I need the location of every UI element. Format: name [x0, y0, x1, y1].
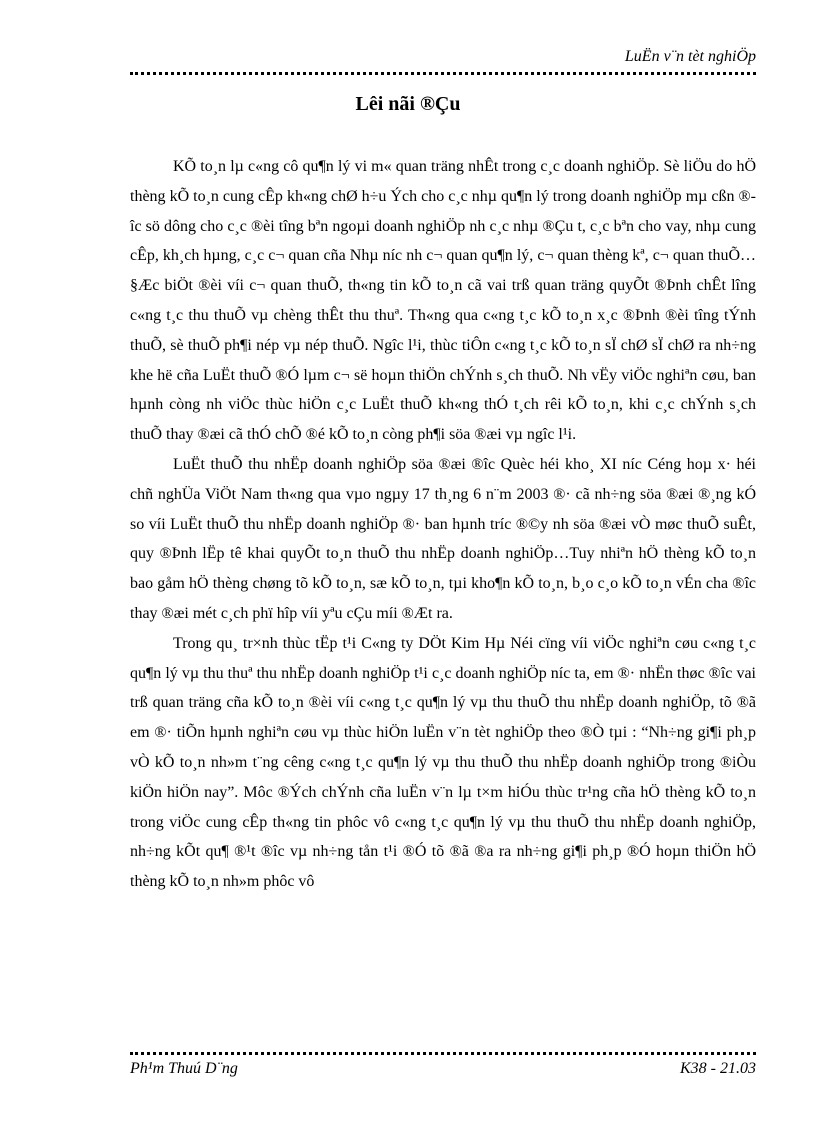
- header-dotted-rule: [130, 72, 756, 75]
- body-text: [130, 152, 756, 897]
- footer-dotted-rule: [130, 1052, 756, 1055]
- paragraph: LuËt thuÕ thu nhËp doanh nghiÖp söa ®æi ®îc Quèc héi kho¸ XI níc Céng hoµ x· héi chñ nghÜa ViÖt Nam th«ng qua vµo ngµy 17 th¸ng 6 n¨m 2003 ®· cã nh÷ng söa ®æi ®¸ng kÓ so víi LuËt thuÕ thu nhËp doanh nghiÖp ®· ban hµnh tríc ®©y nh söa ®æi vÒ møc thuÕ suÊt, quy ®Þnh lËp tê khai quyÕt to¸n thuÕ thu nhËp doanh nghiÖp…Tuy nhiªn hÖ thèng kÕ to¸n bao gåm hÖ thèng chøng tõ kÕ to¸n, sæ kÕ to¸n, tµi kho¶n kÕ to¸n, b¸o c¸o kÕ to¸n vÉn cha ®îc thay ®æi mét c¸ch phï hîp víi yªu cÇu míi ®Æt ra.: [130, 455, 756, 622]
- footer-author: Ph¹m Thuú D¨ng: [130, 1060, 238, 1077]
- running-header: LuËn v¨n tèt nghiÖp: [624, 48, 756, 65]
- paragraph: KÕ to¸n lµ c«ng cô qu¶n lý vi m« quan träng nhÊt trong c¸c doanh nghiÖp. Sè liÖu do hÖ thèng kÕ to¸n cung cÊp kh«ng chØ h÷u Ých cho c¸c nhµ qu¶n lý trong doanh nghiÖp mµ cßn ®îc sö dông cho c¸c ®èi tîng bªn ngoµi doanh nghiÖp nh c¸c nhµ ®Çu t, c¸c bªn cho vay, nhµ cung cÊp, kh¸ch hµng, c¸c c¬ quan cña Nhµ níc nh c¬ quan qu¶n lý, c¬ quan thèng kª, c¬ quan thuÕ…§Æc biÖt ®èi víi c¬ quan thuÕ, th«ng tin kÕ to¸n cã vai trß quan träng quyÕt ®Þnh chÊt lîng c«ng t¸c thu thuÕ vµ chèng thÊt thu thuª. Th«ng qua c«ng t¸c kÕ to¸n x¸c ®Þnh ®èi tîng tÝnh thuÕ, sè thuÕ ph¶i nép vµ nép thuÕ. Ngîc l¹i, thùc tiÔn c«ng t¸c kÕ to¸n sÏ chØ sÏ chØ ra nh÷ng khe hë cña LuËt thuÕ ®Ó lµm c¬ së hoµn thiÖn chÝnh s¸ch thuÕ. Nh vËy viÖc nghiªn cøu, ban hµnh còng nh viÖc thùc hiÖn c¸c LuËt thuÕ kh«ng thÓ t¸ch rêi kÕ to¸n, khi c¸c chÝnh s¸ch thuÕ thay ®æi cã thÓ chÕ ®é kÕ to¸n còng ph¶i söa ®æi vµ ngîc l¹i.: [130, 158, 756, 444]
- footer-class-code: K38 - 21.03: [680, 1060, 756, 1077]
- page-title: Lêi nãi ®Çu: [355, 93, 461, 115]
- paragraph: Trong qu¸ tr×nh thùc tËp t¹i C«ng ty DÖt Kim Hµ Néi cïng víi viÖc nghiªn cøu c«ng t¸c qu¶n lý vµ thu thuª thu nhËp doanh nghiÖp t¹i c¸c doanh nghiÖp níc ta, em ®· nhËn thøc ®îc vai trß quan träng cña kÕ to¸n ®èi víi c«ng t¸c qu¶n lý vµ thu thuÕ thu nhËp doanh nghiÖp, tõ ®ã em ®· tiÕn hµnh nghiªn cøu vµ thùc hiÖn luËn v¨n tèt nghiÖp theo ®Ò tµi : “Nh÷ng gi¶i ph¸p vÒ kÕ to¸n nh»m t¨ng cêng c«ng t¸c qu¶n lý vµ thu thuÕ thu nhËp doanh nghiÖp trong ®iÒu kiÖn hiÖn nay”. Môc ®Ých chÝnh cña luËn v¨n lµ t×m hiÓu thùc tr¹ng cña hÖ thèng kÕ to¸n trong viÖc cung cÊp th«ng tin phôc vô c«ng t¸c qu¶n lý vµ thu thuÕ thu nhËp doanh nghiÖp, nh÷ng kÕt qu¶ ®¹t ®îc vµ nh÷ng tån t¹i ®Ó tõ ®ã ®a ra nh÷ng gi¶i ph¸p ®Ó hoµn thiÖn hÖ thèng kÕ to¸n nh»m phôc vô: [130, 634, 756, 891]
